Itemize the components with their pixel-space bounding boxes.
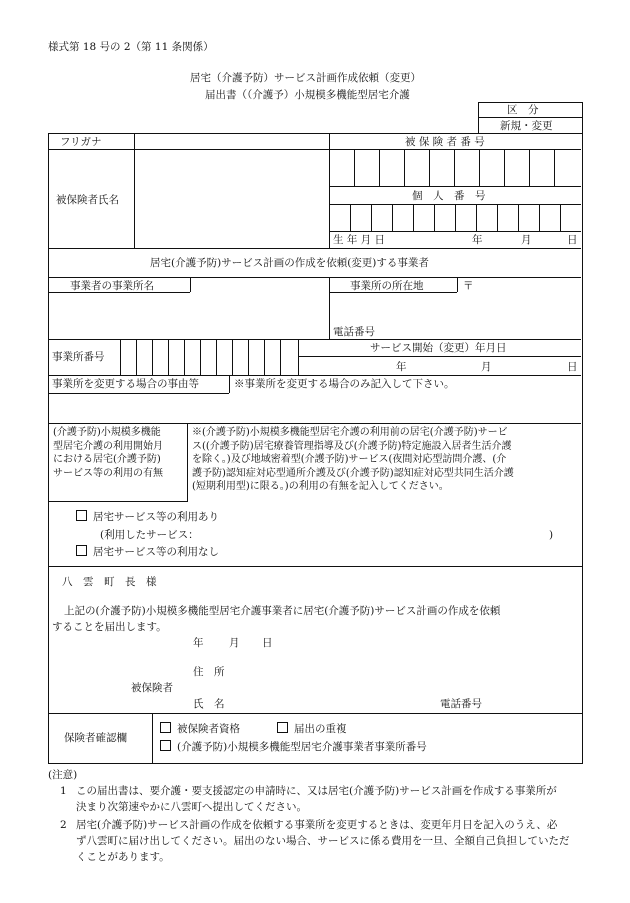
- note-2-line2: ず八雲町に届け出してください。届出のない場合、サービスに係る費用を一旦、全額自己負担していただ: [76, 835, 570, 847]
- note-2-line1: 居宅(介護予防)サービス計画の作成を依頼する事業所を変更するときは、変更年月日を記入のうえ、必: [76, 819, 558, 831]
- note-2-number: 2: [60, 819, 67, 831]
- used-services-field[interactable]: [240, 527, 540, 542]
- birth-day-unit: 日: [567, 234, 578, 246]
- applicant-name-field[interactable]: [240, 696, 420, 711]
- small-multi-note: ※(介護予防)小規模多機能型居宅介護の利用前の居宅(介護予防)サービ ス((介護予防)居宅療養管理指導及び(介護予防)特定施設入居者生活介護 を除く。)及び地域密着型(介護予防)サービス(夜間対応型訪問介護、(介 護予防)認知症対応型通所介護及び(介護予防)認知症対応型共同生活介護 (短期利用型)に限る。)の利用の有無を記入してください。: [192, 427, 514, 492]
- office-phone-label: 電話番号: [333, 326, 375, 338]
- submission-date-field[interactable]: [150, 634, 280, 650]
- check-insured-status-label: 被保険者資格: [177, 723, 240, 735]
- provider-section-title: 居宅(介護予防)サービス計画の作成を依頼(変更)する事業者: [150, 257, 429, 269]
- note-1-line1: この届出書は、要介護・要支援認定の申請時に、又は居宅(介護予防)サービス計画を作成する事業所が: [76, 785, 557, 797]
- service-start-field[interactable]: [299, 357, 580, 375]
- declaration-line1: 上記の(介護予防)小規模多機能型居宅介護事業者に居宅(介護予防)サービス計画の作成を依頼: [64, 605, 501, 617]
- kubun-label: 区 分: [507, 104, 539, 116]
- birth-date-field[interactable]: [400, 232, 580, 247]
- applicant-address-label: 住 所: [193, 666, 225, 678]
- option-not-used[interactable]: [76, 545, 219, 559]
- notes-title: (注意): [48, 769, 78, 781]
- used-services-label: (利用したサービス：: [100, 529, 199, 541]
- small-multi-label: (介護予防)小規模多機能 型居宅介護の利用開始月 における居宅(介護予防) サービス等の利用の有無: [53, 427, 163, 479]
- submission-month-unit: 月: [229, 637, 240, 649]
- birth-year-unit: 年: [472, 234, 483, 246]
- applicant-address-field[interactable]: [240, 664, 570, 679]
- note-1-number: 1: [60, 785, 67, 797]
- office-number-field[interactable]: [121, 340, 298, 375]
- form-title-line2: 届出書（（介護予）小規模多機能型居宅介護: [205, 89, 410, 101]
- submission-day-unit: 日: [262, 637, 273, 649]
- insurer-check-label: 保険者確認欄: [64, 732, 127, 744]
- check-duplicate-label: 届出の重複: [294, 723, 347, 735]
- applicant-phone-label: 電話番号: [440, 698, 482, 710]
- applicant-name-label: 氏 名: [193, 698, 225, 710]
- addressee: 八 雲 町 長 様: [62, 576, 157, 588]
- furigana-label: フリガナ: [60, 136, 102, 148]
- personal-number-label: 個 人 番 号: [412, 190, 486, 202]
- check-office-number-label: (介護予防)小規模多機能型居宅介護事業者事業所番号: [177, 741, 427, 753]
- declaration-line2: することを届出します。: [52, 621, 167, 633]
- check-item-insured-status[interactable]: [160, 722, 240, 736]
- check-item-duplicate[interactable]: [277, 722, 347, 736]
- change-reason-note: ※事業所を変更する場合のみ記入して下さい。: [234, 378, 455, 390]
- furigana-field[interactable]: [135, 134, 328, 149]
- office-name-label: 事業者の事業所名: [70, 280, 154, 292]
- check-office-number-checkbox[interactable]: [160, 740, 171, 751]
- insured-name-field[interactable]: [135, 150, 328, 247]
- check-item-office-number[interactable]: [160, 740, 427, 754]
- note-2-line3: くことがあります。: [76, 851, 170, 863]
- option-used-label: 居宅サービス等の利用あり: [93, 511, 219, 523]
- office-number-label: 事業所番号: [52, 351, 105, 363]
- form-title-line1: 居宅（介護予防）サービス計画作成依頼（変更）: [190, 72, 421, 84]
- note-1-line2: 決まり次第速やかに八雲町へ提出してください。: [76, 801, 307, 813]
- birth-date-label: 生 年 月 日: [333, 234, 386, 246]
- birth-month-unit: 月: [521, 234, 532, 246]
- applicant-phone-field[interactable]: [500, 696, 578, 711]
- check-duplicate-checkbox[interactable]: [277, 722, 288, 733]
- insured-number-label: 被 保 険 者 番 号: [405, 136, 485, 148]
- change-reason-label: 事業所を変更する場合の事由等: [52, 378, 199, 390]
- option-not-used-checkbox[interactable]: [76, 545, 87, 556]
- form-number: 様式第 18 号の 2（第 11 条関係）: [48, 41, 214, 53]
- service-start-year-unit: 年: [396, 361, 407, 373]
- service-start-day-unit: 日: [567, 361, 578, 373]
- insured-person-label: 被保険者: [131, 682, 173, 694]
- check-insured-status-checkbox[interactable]: [160, 722, 171, 733]
- change-reason-field[interactable]: [49, 394, 580, 422]
- office-address-field[interactable]: [330, 293, 580, 323]
- option-not-used-label: 居宅サービス等の利用なし: [93, 546, 219, 558]
- submission-year-unit: 年: [193, 637, 204, 649]
- kubun-value[interactable]: 新規・変更: [500, 120, 553, 132]
- option-used[interactable]: [76, 510, 219, 524]
- insured-number-field[interactable]: [330, 150, 581, 186]
- office-name-field[interactable]: [49, 293, 328, 338]
- postal-mark: 〒: [463, 280, 474, 292]
- service-start-month-unit: 月: [481, 361, 492, 373]
- option-used-checkbox[interactable]: [76, 510, 87, 521]
- insurer-check-section: [48, 713, 583, 764]
- service-start-label: サービス開始（変更）年月日: [370, 342, 507, 354]
- insured-name-label: 被保険者氏名: [56, 194, 119, 206]
- used-services-close: ): [549, 529, 554, 541]
- office-address-label: 事業所の所在地: [350, 280, 424, 292]
